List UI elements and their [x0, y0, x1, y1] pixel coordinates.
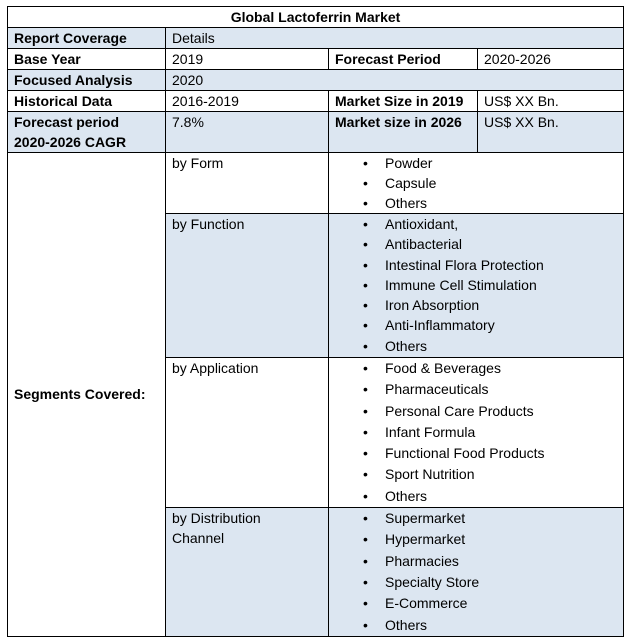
list-item: • Others: [335, 336, 617, 356]
segment-distribution-items: [329, 508, 624, 637]
segments-covered-label: Segments Covered:: [8, 153, 166, 637]
list-item: • Specialty Store: [335, 572, 617, 593]
historical-data-label: Historical Data: [8, 91, 166, 112]
list-item: • Functional Food Products: [335, 443, 617, 464]
header-report-coverage: Report Coverage: [8, 28, 166, 49]
list-item: • Antioxidant,: [335, 214, 617, 234]
segment-application-label: by Application: [166, 358, 329, 508]
segment-application-items: [329, 358, 624, 508]
cagr-value: 7.8%: [166, 112, 329, 153]
list-item: • Intestinal Flora Protection: [335, 255, 617, 275]
table-row: [8, 112, 624, 153]
list-item: • Anti-Inflammatory: [335, 315, 617, 335]
historical-data-value: 2016-2019: [166, 91, 329, 112]
title-row: [8, 7, 624, 28]
list-item: • Pharmaceuticals: [335, 379, 617, 400]
list-item: • Powder: [335, 153, 617, 173]
market-report-table: [7, 6, 624, 637]
list-item: • Others: [335, 193, 617, 213]
header-details: Details: [166, 28, 624, 49]
header-row: [8, 28, 624, 49]
list-item: • Food & Beverages: [335, 358, 617, 379]
market-size-2019-value: US$ XX Bn.: [478, 91, 624, 112]
market-size-2019-label: Market Size in 2019: [329, 91, 478, 112]
segment-distribution-label-line1: by Distribution: [172, 510, 261, 527]
table-title: Global Lactoferrin Market: [8, 7, 624, 28]
cagr-label-line1: Forecast period: [14, 114, 120, 130]
list-item: • Infant Formula: [335, 422, 617, 443]
segment-function-items: [329, 214, 624, 358]
segment-function-label: by Function: [166, 214, 329, 358]
segment-distribution-label-line2: Channel: [172, 530, 225, 547]
list-item: • E-Commerce: [335, 593, 617, 614]
segment-row-form: [8, 153, 624, 214]
forecast-period-label: Forecast Period: [329, 49, 478, 70]
list-item: • Pharmacies: [335, 551, 617, 572]
list-item: • Personal Care Products: [335, 401, 617, 422]
forecast-period-value: 2020-2026: [478, 49, 624, 70]
list-item: • Antibacterial: [335, 234, 617, 254]
market-size-2026-value: US$ XX Bn.: [478, 112, 624, 153]
table-row: [8, 91, 624, 112]
focused-analysis-value: 2020: [166, 70, 624, 91]
base-year-value: 2019: [166, 49, 329, 70]
list-item: • Others: [335, 615, 617, 636]
segment-form-items: [329, 153, 624, 214]
table-row: [8, 49, 624, 70]
market-size-2026-label: Market size in 2026: [329, 112, 478, 153]
segment-form-label: by Form: [166, 153, 329, 214]
list-item: • Supermarket: [335, 508, 617, 529]
list-item: • Sport Nutrition: [335, 464, 617, 485]
list-item: • Immune Cell Stimulation: [335, 275, 617, 295]
focused-analysis-label: Focused Analysis: [8, 70, 166, 91]
list-item: • Hypermarket: [335, 529, 617, 550]
base-year-label: Base Year: [8, 49, 166, 70]
list-item: • Capsule: [335, 173, 617, 193]
cagr-label-line2: 2020-2026 CAGR: [14, 134, 127, 150]
list-item: • Iron Absorption: [335, 295, 617, 315]
list-item: • Others: [335, 486, 617, 507]
segment-distribution-label: [166, 508, 329, 637]
cagr-label: [8, 112, 166, 153]
table-row: [8, 70, 624, 91]
